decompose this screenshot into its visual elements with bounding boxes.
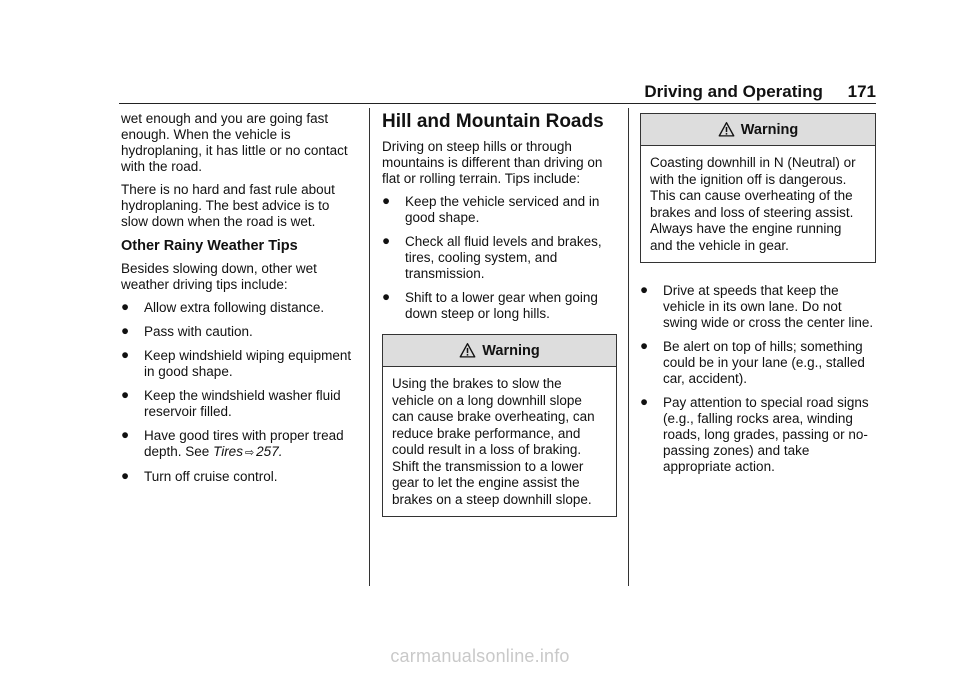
list-item-text: Check all fluid levels and brakes, tires, cooling system, and transmission.: [405, 234, 602, 281]
section-heading: Hill and Mountain Roads: [382, 111, 604, 132]
list-item-text: Keep the vehicle serviced and in good shape.: [405, 194, 600, 225]
paragraph: Driving on steep hills or through mountains is different than driving on flat or rolling terrain. Tips include:: [382, 139, 603, 186]
list-item: [382, 290, 617, 322]
list-item: [640, 395, 876, 475]
warning-title: Warning: [482, 342, 540, 359]
bullet-icon: ●: [121, 323, 130, 338]
warning-header: [383, 335, 616, 367]
warning-box: [640, 113, 876, 263]
list-item-text: Shift to a lower gear when going down steep or long hills.: [405, 290, 598, 321]
bullet-icon: ●: [382, 233, 391, 248]
list-item: [121, 324, 359, 340]
bullet-icon: ●: [382, 289, 391, 304]
list-item: [382, 194, 617, 226]
list-item-text: Allow extra following distance.: [144, 300, 325, 315]
cross-reference-link[interactable]: Tires: [213, 444, 243, 459]
cross-reference-end: .: [278, 444, 283, 459]
list-item: [121, 300, 359, 316]
bullet-icon: ●: [640, 394, 649, 409]
list-item: [121, 388, 359, 420]
bullet-icon: ●: [640, 282, 649, 297]
list-item-text: Pass with caution.: [144, 324, 253, 339]
warning-text: Coasting downhill in N (Neutral) or with the ignition off is dangerous. This can cause overheating of the brakes and loss of steering assist. Always have the engine running and the vehicle in gear.: [650, 155, 856, 253]
list-item: [382, 234, 617, 282]
list-item-text: Have good tires with proper tread depth. See: [144, 428, 344, 459]
paragraph: There is no hard and fast rule about hydroplaning. The best advice is to slow down when the road is wet.: [121, 182, 335, 229]
list-item-text: Pay attention to special road signs (e.g., falling rocks area, winding roads, long grades, passing or no-passing zones) and take appropriate action.: [663, 395, 869, 474]
paragraph: Besides slowing down, other wet weather driving tips include:: [121, 261, 317, 292]
warning-title: Warning: [740, 121, 799, 138]
page-header: [644, 82, 876, 102]
warning-triangle-icon: [459, 342, 476, 359]
bullet-icon: ●: [121, 387, 130, 402]
warning-triangle-icon: [718, 121, 735, 138]
list-item: [121, 348, 359, 380]
header-rule: [119, 103, 876, 104]
list-item-text: Turn off cruise control.: [144, 469, 278, 484]
bullet-list: [640, 283, 876, 475]
list-item-text: Keep the windshield washer fluid reservoir filled.: [144, 388, 341, 419]
warning-box: [382, 334, 617, 517]
list-item: [640, 339, 876, 387]
bullet-icon: ●: [121, 299, 130, 314]
bullet-list: [121, 300, 359, 485]
bullet-list: [382, 194, 617, 322]
watermark: carmanualsonline.info: [390, 646, 570, 666]
bullet-icon: ●: [121, 427, 130, 442]
paragraph: wet enough and you are going fast enough. When the vehicle is hydroplaning, it has little or no contact with the road.: [121, 111, 348, 174]
column-divider: [369, 108, 370, 586]
column-2: [382, 111, 617, 529]
list-item: [121, 428, 359, 461]
warning-header: [641, 114, 875, 146]
column-1: [121, 111, 359, 493]
list-item-text: Be alert on top of hills; something could be in your lane (e.g., stalled car, accident).: [663, 339, 865, 386]
section-heading: Other Rainy Weather Tips: [121, 238, 298, 254]
column-3: [640, 111, 876, 483]
warning-text: Using the brakes to slow the vehicle on a long downhill slope can cause brake overheating, can reduce brake performance, and could result in a loss of braking. Shift the transmission to a lower gear to let the engine assist the brakes on a steep downhill slope.: [392, 376, 595, 507]
section-title: Driving and Operating: [644, 82, 823, 101]
cross-reference-page[interactable]: 257: [256, 444, 279, 459]
cross-reference-arrow-icon: ⇨: [244, 447, 255, 459]
bullet-icon: ●: [382, 193, 391, 208]
list-item-text: Keep windshield wiping equipment in good shape.: [144, 348, 352, 379]
page-number: 171: [847, 82, 876, 101]
list-item: [640, 283, 876, 331]
bullet-icon: ●: [121, 347, 130, 362]
column-divider: [628, 108, 629, 586]
bullet-icon: ●: [121, 468, 130, 483]
bullet-icon: ●: [640, 338, 649, 353]
list-item-text: Drive at speeds that keep the vehicle in its own lane. Do not swing wide or cross the center line.: [663, 283, 874, 330]
list-item: [121, 469, 359, 485]
